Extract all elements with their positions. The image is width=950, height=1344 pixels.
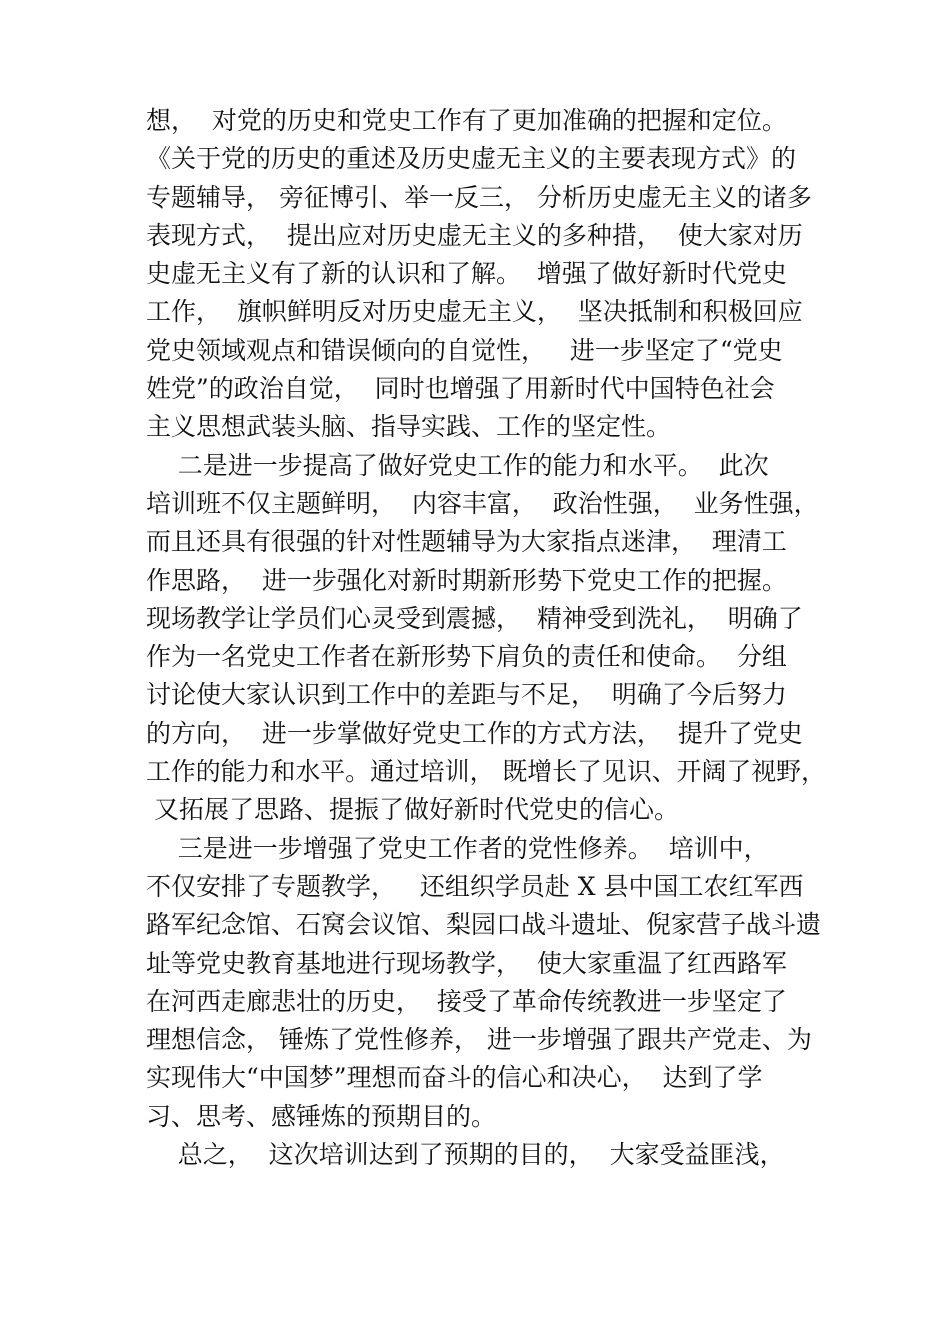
text-line: 而且还具有很强的针对性题辅导为大家指点迷津， 理清工	[146, 527, 787, 557]
text-line: 主义思想武装头脑、指导实践、工作的坚定性。	[146, 412, 672, 442]
text-line: 作思路， 进一步强化对新时期新形势下党史工作的把握。	[146, 565, 787, 595]
text-line: 三是进一步增强了党史工作者的党性修养。 培训中，	[146, 833, 769, 863]
text-line: 不仅安排了专题教学， 还组织学员赴 X 县中国工农红军西	[146, 871, 804, 901]
text-line: 实现伟大“中国梦”理想而奋斗的信心和决心， 达到了学	[146, 1063, 763, 1093]
text-line: 培训班不仅主题鲜明， 内容丰富， 政治性强， 业务性强，	[146, 488, 819, 518]
text-line: 想， 对党的历史和党史工作有了更加准确的把握和定位。	[146, 106, 787, 135]
text-line: 路军纪念馆、石窝会议馆、梨园口战斗遗址、倪家营子战斗遗	[146, 910, 822, 940]
text-line: 讨论使大家认识到工作中的差距与不足， 明确了今后努力	[146, 680, 787, 710]
text-line: 史虚无主义有了新的认识和了解。 增强了做好新时代党史	[146, 259, 787, 289]
text-line: 工作， 旗帜鲜明反对历史虚无主义， 坚决抵制和积极回应	[146, 297, 803, 327]
text-line: 党史领域观点和错误倾向的自觉性， 进一步坚定了“党史	[146, 335, 783, 365]
text-line: 总之， 这次培训达到了预期的目的， 大家受益匪浅，	[146, 1140, 785, 1170]
text-line: 姓党”的政治自觉， 同时也增强了用新时代中国特色社会	[146, 374, 775, 404]
text-line: 专题辅导， 旁征博引、举一反三， 分析历史虚无主义的诸多	[146, 182, 812, 212]
text-line: 的方向， 进一步掌做好党史工作的方式方法， 提升了党史	[146, 718, 803, 748]
text-line: 《关于党的历史的重述及历史虚无主义的主要表现方式》的	[146, 144, 797, 174]
text-line: 在河西走廊悲壮的历史， 接受了革命传统教进一步坚定了	[146, 986, 787, 1016]
text-line: 作为一名党史工作者在新形势下肩负的责任和使命。 分组	[146, 642, 787, 672]
text-line: 理想信念， 锤炼了党性修养， 进一步增强了跟共产党走、为	[146, 1025, 812, 1055]
text-line: 现场教学让学员们心灵受到震撼， 精神受到洗礼， 明确了	[146, 603, 803, 633]
text-line: 又拓展了思路、提振了做好新时代党史的信心。	[146, 795, 679, 825]
text-line: 表现方式， 提出应对历史虚无主义的多种措， 使大家对历	[146, 220, 803, 250]
text-line: 二是进一步提高了做好党史工作的能力和水平。 此次	[146, 450, 769, 480]
text-line: 工作的能力和水平。通过培训， 既增长了见识、开阔了视野，	[146, 757, 826, 787]
text-line: 址等党史教育基地进行现场教学， 使大家重温了红西路军	[146, 948, 787, 978]
text-line: 习、思考、感锤炼的预期目的。	[146, 1101, 497, 1131]
body-text	[146, 102, 826, 1174]
